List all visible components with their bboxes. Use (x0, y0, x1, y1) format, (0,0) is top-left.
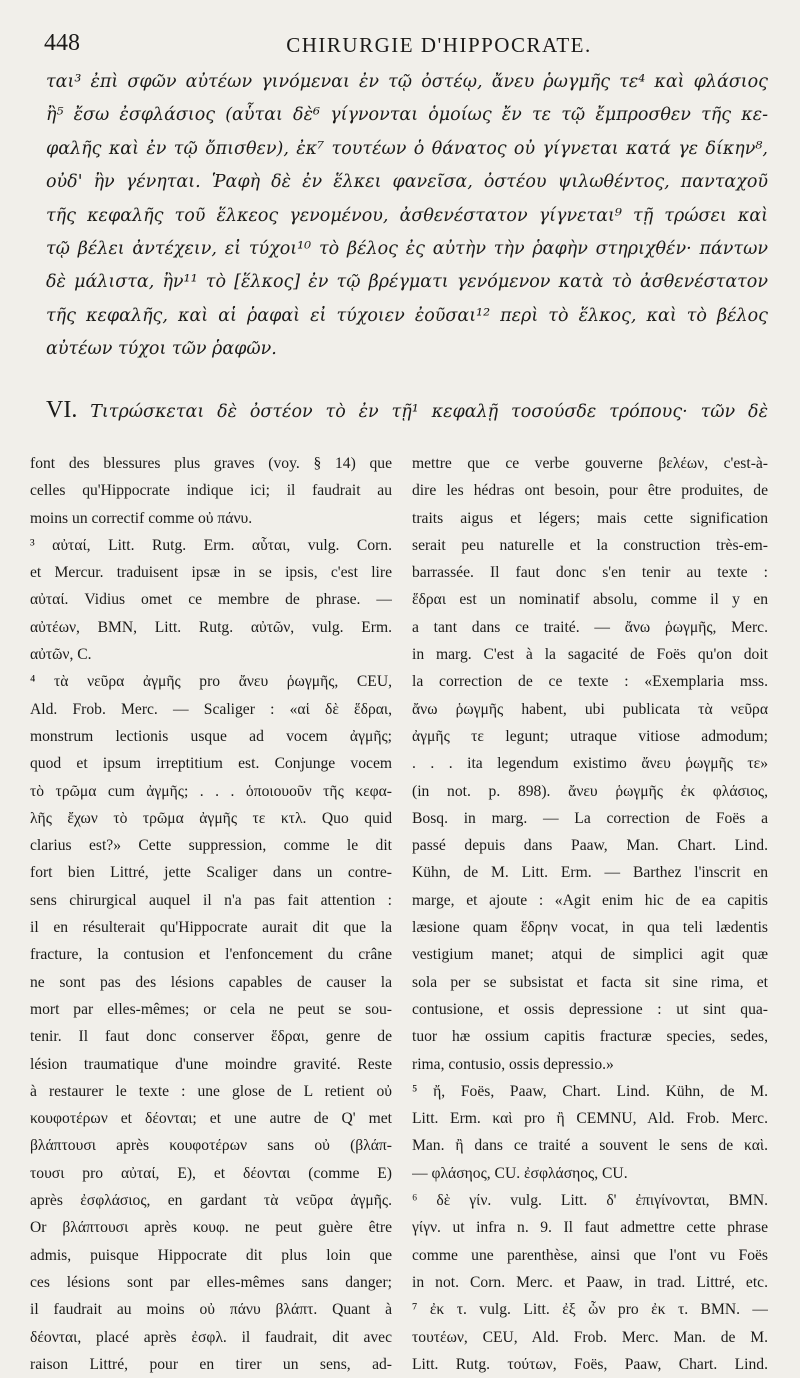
footnote-line: marge, et ajoute : «Agit enim hic de ea capitis (412, 891, 768, 909)
section-vi-heading (46, 392, 768, 428)
footnote-line: tuor hæ ossium capitis fracturæ species, sedes, (412, 1028, 768, 1046)
running-title: CHIRURGIE D'HIPPOCRATE. (286, 33, 592, 57)
footnote-line: Litt. Erm. καὶ pro ἢ CEMNU, Ald. Frob. Merc. (412, 1110, 768, 1128)
footnote-line: ⁶ δὲ γίν. vulg. Litt. δ' ἐπιγίνονται, BMN. (412, 1192, 768, 1210)
footnote-line: il faudrait au moins οὐ πάνυ βλάπτ. Quant à (30, 1301, 392, 1319)
footnote-line: fort bien Littré, jette Scaliger dans un contre- (30, 864, 392, 882)
footnote-line: αὐτῶν, C. (30, 646, 92, 664)
footnote-line: in not. Corn. Merc. et Paaw, in trad. Littré, etc. (412, 1273, 768, 1291)
footnote-line: Bosq. in marg. — La correction de Foës a (412, 809, 768, 827)
footnote-line: passé depuis dans Paaw, Man. Chart. Lind. (412, 837, 768, 855)
greek-text-line: τῷ βέλει ἀντέχειν, εἰ τύχοι¹⁰ τὸ βέλος ἐς αὐτὴν τὴν ῥαφὴν στηριχθέν· πάντων (46, 238, 768, 259)
footnote-line: γίγν. ut infra n. 9. Il faut admettre cette phrase (412, 1219, 768, 1237)
footnote-line: αὐτέων, BMN, Litt. Rutg. αὐτῶν, vulg. Erm. (30, 618, 392, 636)
footnote-line: mettre que ce verbe gouverne βελέων, c'est-à- (412, 455, 768, 472)
footnote-line: κουφοτέρων et δέονται; et une autre de Q' met (30, 1110, 392, 1128)
footnote-line: quod et ipsum irreptitium est. Conjunge vocem (30, 755, 392, 773)
footnote-line: ne sont pas des lésions capables de causer la (30, 973, 392, 991)
footnote-line: . . . ita legendum existimo ἄνευ ῥωγμῆς τε» (412, 755, 768, 773)
footnote-line: moins un correctif comme οὐ πάνυ. (30, 509, 253, 527)
footnote-line: celles qu'Hippocrate indique ici; il faudrait au (30, 482, 392, 500)
footnote-line: et Mercur. traduisent ipsæ in se ipsis, c'est lire (30, 564, 392, 582)
footnote-line: ἄνω ῥωγμῆς habent, ubi publicata τὰ νεῦρα (412, 700, 768, 718)
footnote-line: rima, contusio, ossis depressio.» (412, 1055, 614, 1073)
footnote-line: traits aigus et légers; mais cette signification (412, 509, 768, 527)
footnotes-right-column (412, 450, 768, 1378)
footnote-line: a tant dans ce traité. — ἄνω ῥωγμῆς, Merc. (412, 618, 768, 636)
greek-text-line: αὐτέων τύχοι τῶν ῥαφῶν. (46, 339, 277, 360)
footnote-line: après ἐσφλάσιος, en gardant τὰ νεῦρα ἀγμῆς. (30, 1192, 392, 1210)
footnote-line: Man. ἢ dans ce traité a souvent le sens de καὶ. (412, 1137, 768, 1155)
footnote-line: ⁵ ἤ, Foës, Paaw, Chart. Lind. Kühn, de M. (412, 1082, 768, 1100)
greek-text-line: οὐδ' ἢν γένηται. Ῥαφὴ δὲ ἐν ἕλκει φανεῖσα, ὀστέου ψιλωθέντος, πανταχοῦ (46, 172, 768, 193)
footnote-line: contusione, et ossis depressione : ut sint qua- (412, 1000, 768, 1018)
footnote-line: ³ αὐταί, Litt. Rutg. Erm. αὗται, vulg. Corn. (30, 536, 392, 554)
footnote-line: monstrum lectionis usque ad vocem ἀγμῆς; (30, 727, 392, 745)
footnote-line: Litt. Rutg. τούτων, Foës, Paaw, Chart. Lind. (412, 1355, 768, 1373)
footnote-line: mort par elles-mêmes; or cela ne peut se sou- (30, 1000, 392, 1018)
footnote-line: lésion traumatique d'une moindre gravité. Reste (30, 1055, 392, 1073)
greek-text-line: τῆς κεφαλῆς τοῦ ἕλκεος γενομένου, ἀσθενέστατον γίγνεται⁹ τῇ τρώσει καὶ (46, 205, 768, 226)
footnote-line: (in not. p. 898). ἄνευ ῥωγμῆς ἐκ φλάσιος, (412, 782, 768, 800)
footnote-line: tenir. Il faut donc conserver ἕδραι, genre de (30, 1028, 392, 1046)
footnote-line: ces lésions sont par elles-mêmes sans danger; (30, 1273, 392, 1291)
footnote-line: admis, puisque Hippocrate dit plus loin que (30, 1246, 392, 1264)
greek-main-text (46, 66, 768, 367)
greek-text-line: φαλῆς καὶ ἐν τῷ ὄπισθεν), ἐκ⁷ τουτέων ὁ θάνατος οὐ γίγνεται κατά γε δίκην⁸, (46, 138, 768, 159)
page-header (44, 30, 764, 64)
footnote-line: la correction de ce texte : «Exemplaria mss. (412, 673, 768, 691)
footnote-line: dire les hédras ont besoin, pour être produites, de (412, 482, 768, 500)
footnote-line: ἀγμῆς τε legunt; utraque vitiose admodum; (412, 727, 768, 745)
greek-text-line: ται³ ἐπὶ σφῶν αὐτέων γινόμεναι ἐν τῷ ὀστέῳ, ἄνευ ῥωγμῆς τε⁴ καὶ φλάσιος (46, 72, 768, 92)
footnote-line: δέονται, placé après ἐσφλ. il faudrait, dit avec (30, 1328, 392, 1346)
footnote-line: Ald. Frob. Merc. — Scaliger : «αἱ δὲ ἕδραι, (30, 700, 392, 718)
footnote-line: βλάπτουσι après κουφοτέρων sans οὐ (βλάπ- (30, 1137, 392, 1155)
footnote-line: fracture, la contusion et l'enfoncement du crâne (30, 946, 392, 964)
footnote-line: sens chirurgical auquel il n'a pas fait attention : (30, 891, 392, 909)
greek-text-line: τῆς κεφαλῆς, καὶ αἱ ῥαφαὶ εἰ τύχοιεν ἐοῦσαι¹² περὶ τὸ ἕλκος, καὶ τὸ βέλος (46, 305, 768, 326)
footnote-line: ⁴ τὰ νεῦρα ἀγμῆς pro ἄνευ ῥωγμῆς, CEU, (30, 673, 392, 691)
footnote-line: ⁷ ἐκ τ. vulg. Litt. ἐξ ὧν pro ἐκ τ. BMN. — (412, 1301, 768, 1319)
footnote-line: comme une parenthèse, ainsi que l'ont vu Foës (412, 1246, 768, 1264)
footnote-line: τὸ τρῶμα cum ἀγμῆς; . . . ὁποιουοῦν τῆς κεφα- (30, 782, 392, 800)
footnote-line: λῆς ἔχων τὸ τρῶμα ἀγμῆς τε κτλ. Quo quid (30, 809, 392, 827)
footnote-line: sola per se subsistat et facta sit sine rima, et (412, 973, 768, 991)
footnote-line: ἕδραι est un nominatif absolu, comme il y en (412, 591, 768, 609)
footnote-line: serait peu naturelle et la construction très-em- (412, 536, 768, 554)
footnote-line: τουτέων, CEU, Ald. Frob. Merc. Man. de M. (412, 1328, 768, 1346)
footnote-line: læsione quam ἕδρην vocat, in qua teli lædentis (412, 919, 768, 937)
footnote-line: Kühn, de M. Litt. Erm. — Barthez l'inscrit en (412, 864, 768, 882)
section-number: VI. (46, 397, 78, 423)
page-number: 448 (44, 30, 80, 56)
footnote-line: τουσι pro αὐταί, E), et δέονται (comme E) (30, 1164, 392, 1182)
footnote-line: à restaurer le texte : une glose de L retient οὐ (30, 1082, 392, 1100)
footnote-line: clarius est?» Cette suppression, comme le dit (30, 837, 392, 855)
footnote-line: — φλάσηος, CU. ἐσφλάσηος, CU. (412, 1164, 628, 1182)
greek-text-line: δὲ μάλιστα, ἢν¹¹ τὸ [ἕλκος] ἐν τῷ βρέγματι γενόμενον κατὰ τὸ ἀσθενέστατον (46, 272, 768, 293)
footnote-line: αὐταί. Vidius omet ce membre de phrase. — (30, 591, 392, 609)
footnotes-left-column (30, 450, 392, 1378)
footnote-line: barrassée. Il faut donc s'en tenir au texte : (412, 564, 768, 582)
footnote-line: vestigium manet; atqui de simplici agit quæ (412, 946, 768, 964)
footnote-line: font des blessures plus graves (voy. § 14) que (30, 455, 392, 472)
footnote-line: il en résulterait qu'Hippocrate aurait dit que la (30, 919, 392, 937)
greek-text-line: ἢ⁵ ἔσω ἐσφλάσιος (αὗται δὲ⁶ γίγνονται ὁμοίως ἔν τε τῷ ἔμπροσθεν τῆς κε- (46, 105, 768, 126)
footnote-line: raison Littré, pour en tirer un sens, ad- (30, 1355, 392, 1373)
section-text: Τιτρώσκεται δὲ ὀστέον τὸ ἐν τῇ¹ κεφαλῇ τοσούσδε τρόπους· τῶν δὲ (90, 402, 768, 422)
footnote-line: in marg. C'est à la sagacité de Foës qu'on doit (412, 646, 768, 664)
footnote-line: Or βλάπτουσι après κουφ. ne peut guère être (30, 1219, 392, 1237)
